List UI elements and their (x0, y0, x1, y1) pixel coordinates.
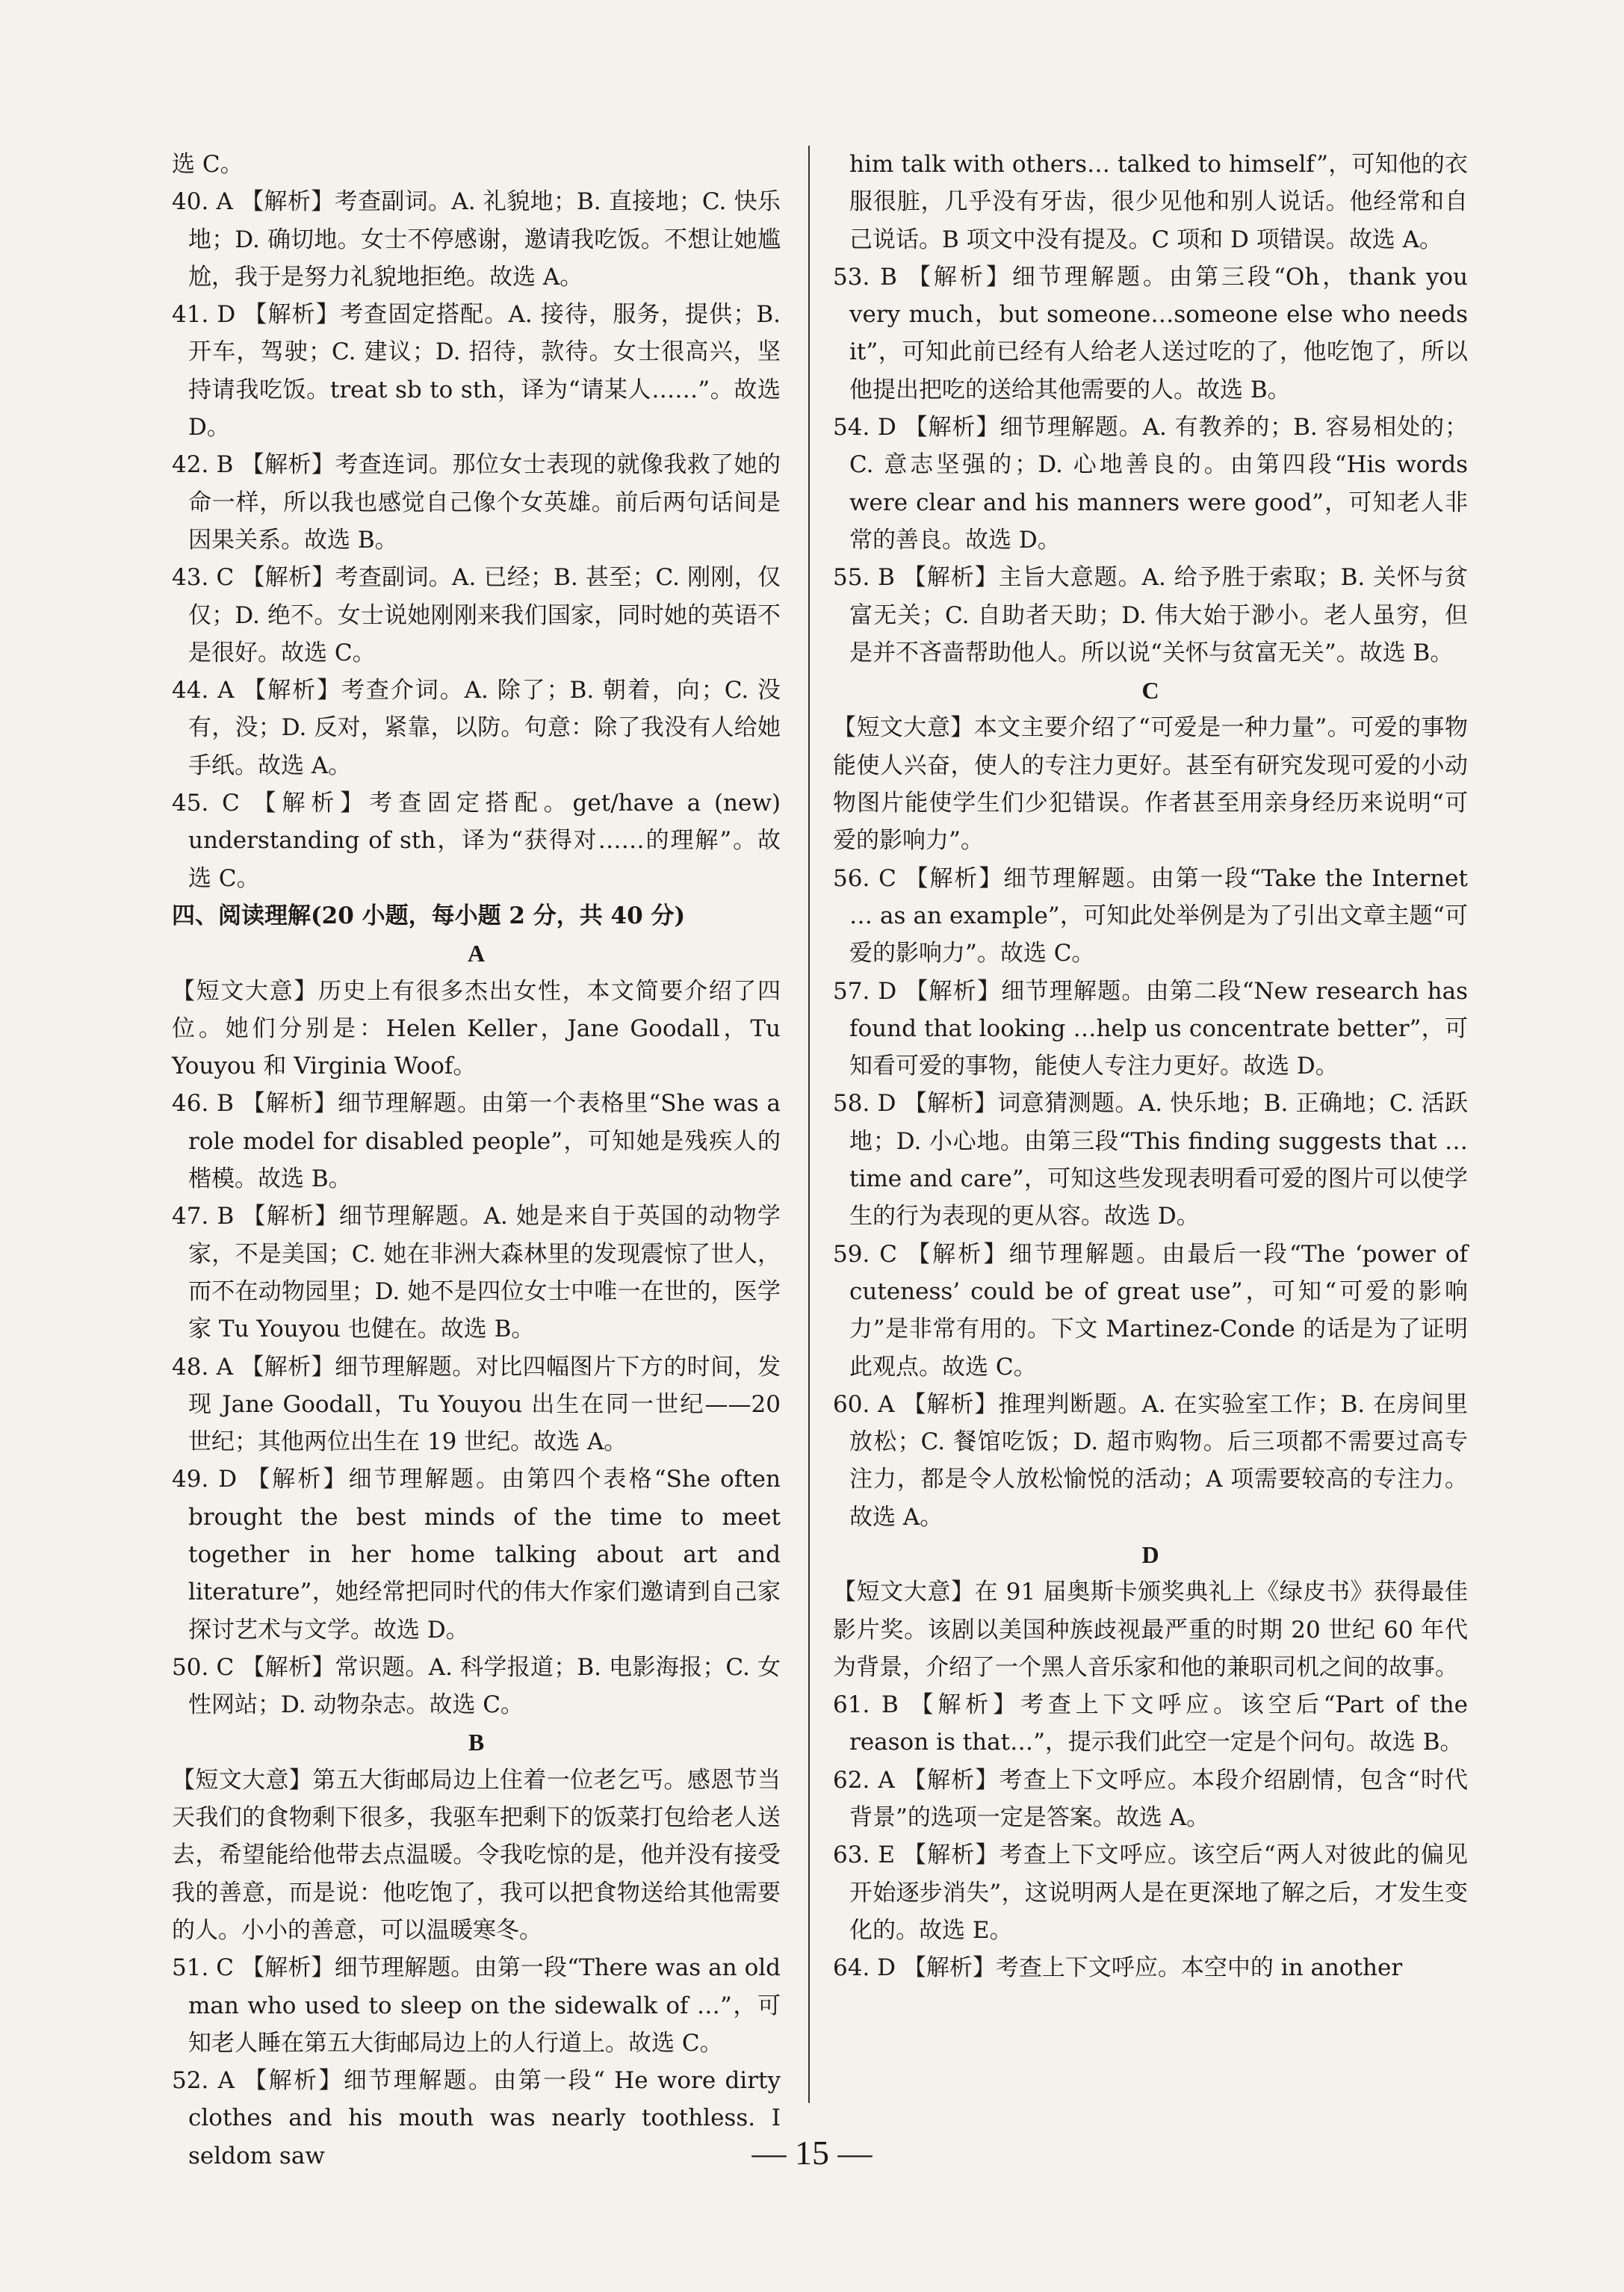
paragraph: 【短文大意】在 91 届奥斯卡颁奖典礼上《绿皮书》获得最佳影片奖。该剧以美国种族歧视最严重的时期 20 世纪 60 年代为背景，介绍了一个黑人音乐家和他的兼职司机之间的故事。 (833, 1579, 1468, 1681)
section-heading: 四、阅读理解(20 小题，每小题 2 分，共 40 分) (172, 902, 686, 929)
answer-item: 64. D 【解析】考查上下文呼应。本空中的 in another (833, 1954, 1403, 1982)
left-column (172, 146, 781, 2175)
answer-item: 40. A 【解析】考查副词。A. 礼貌地；B. 直接地；C. 快乐地；D. 确切地。女士不停感谢，邀请我吃饭。不想让她尴尬，我于是努力礼貌地拒绝。故选 A。 (172, 188, 781, 291)
passage-label: B (468, 1729, 485, 1756)
paragraph: 选 C。 (172, 151, 244, 178)
paragraph: 【短文大意】第五大街邮局边上住着一位老乞丐。感恩节当天我们的食物剩下很多，我驱车把剩下的饭菜打包给老人送去，希望能给他带去点温暖。令我吃惊的是，他并没有接受我的善意，而是说：他吃饱了，我可以把食物送给其他需要的人。小小的善意，可以温暖寒冬。 (172, 1766, 781, 1944)
paragraph: 【短文大意】历史上有很多杰出女性，本文简要介绍了四位。她们分别是：Helen Keller，Jane Goodall，Tu Youyou 和 Virginia Woof。 (172, 977, 781, 1080)
answer-item: 62. A 【解析】考查上下文呼应。本段介绍剧情，包含“时代背景”的选项一定是答案。故选 A。 (833, 1766, 1468, 1832)
answer-item: 49. D 【解析】细节理解题。由第四个表格“She often brought the best minds of the time to meet together in her home talking about art and literature”，她经常把同时代的伟大作家们邀请到自己家探讨艺术与文学。故选 D。 (172, 1466, 781, 1644)
paragraph: him talk with others… talked to himself”，可知他的衣服很脏，几乎没有牙齿，很少见他和别人说话。他经常和自己说话。B 项文中没有提及。C 项和 D 项错误。故选 A。 (849, 151, 1468, 253)
page-number: — 15 — (751, 2134, 873, 2172)
answer-item: 52. A 【解析】细节理解题。由第一段“ He wore dirty clothes and his mouth was nearly toothless. I seldom saw (172, 2067, 781, 2169)
answer-item: 59. C 【解析】细节理解题。由最后一段“The ‘power of cuteness’ could be of great use”，可知“可爱的影响力”是非常有用的。下文 Martinez-Conde 的话是为了证明此观点。故选 C。 (833, 1240, 1468, 1381)
answer-item: 63. E 【解析】考查上下文呼应。该空后“两人对彼此的偏见开始逐步消失”，这说明两人是在更深地了解之后，才发生变化的。故选 E。 (833, 1842, 1468, 1944)
answer-item: 60. A 【解析】推理判断题。A. 在实验室工作；B. 在房间里放松；C. 餐馆吃饭；D. 超市购物。后三项都不需要过高专注力，都是令人放松愉悦的活动；A 项需要较高的专注力。故选 A。 (833, 1390, 1468, 1531)
answer-item: 56. C 【解析】细节理解题。由第一段“Take the Internet … as an example”，可知此处举例是为了引出文章主题“可爱的影响力”。故选 C。 (833, 864, 1468, 967)
answer-item: 41. D 【解析】考查固定搭配。A. 接待，服务，提供；B. 开车，驾驶；C. 建议；D. 招待，款待。女士很高兴，坚持请我吃饭。treat sb to sth，译为“请某人……”。故选 D。 (172, 301, 781, 442)
passage-label: C (1141, 677, 1159, 704)
answer-item: 57. D 【解析】细节理解题。由第二段“New research has found that looking …help us concentrate better”，可知看可爱的事物，能使人专注力更好。故选 D。 (833, 977, 1468, 1080)
answer-item: 51. C 【解析】细节理解题。由第一段“There was an old man who used to sleep on the sidewalk of …”，可知老人睡在第五大街邮局边上的人行道上。故选 C。 (172, 1954, 781, 2057)
answer-item: 50. C 【解析】常识题。A. 科学报道；B. 电影海报；C. 女性网站；D. 动物杂志。故选 C。 (172, 1653, 781, 1719)
answer-item: 45. C 【解析】考查固定搭配。get/have a (new) understanding of sth，译为“获得对……的理解”。故选 C。 (172, 790, 781, 892)
column-divider (808, 146, 810, 2103)
answer-item: 42. B 【解析】考查连词。那位女士表现的就像我救了她的命一样，所以我也感觉自己像个女英雄。前后两句话间是因果关系。故选 B。 (172, 451, 781, 554)
answer-item: 55. B 【解析】主旨大意题。A. 给予胜于索取；B. 关怀与贫富无关；C. 自助者天助；D. 伟大始于渺小。老人虽穷，但是并不吝啬帮助他人。所以说“关怀与贫富无关”。故选 B。 (833, 564, 1468, 666)
right-column (833, 146, 1468, 1987)
answer-item: 47. B 【解析】细节理解题。A. 她是来自于英国的动物学家，不是美国；C. 她在非洲大森林里的发现震惊了世人，而不在动物园里；D. 她不是四位女士中唯一在世的，医学家 Tu Youyou 也健在。故选 B。 (172, 1203, 781, 1343)
paragraph: 【短文大意】本文主要介绍了“可爱是一种力量”。可爱的事物能使人兴奋，使人的专注力更好。甚至有研究发现可爱的小动物图片能使学生们少犯错误。作者甚至用亲身经历来说明“可爱的影响力”。 (833, 714, 1468, 855)
answer-item: 48. A 【解析】细节理解题。对比四幅图片下方的时间，发现 Jane Goodall，Tu Youyou 出生在同一世纪——20 世纪；其他两位出生在 19 世纪。故选 A。 (172, 1353, 781, 1456)
passage-label: A (467, 940, 486, 967)
answer-item: 58. D 【解析】词意猜测题。A. 快乐地；B. 正确地；C. 活跃地；D. 小心地。由第三段“This finding suggests that …time and care”，可知这些发现表明看可爱的图片可以使学生的行为表现的更从容。故选 D。 (833, 1090, 1468, 1230)
answer-item: 61. B 【解析】考查上下文呼应。该空后“Part of the reason is that…”，提示我们此空一定是个问句。故选 B。 (833, 1691, 1468, 1756)
answer-item: 54. D 【解析】细节理解题。A. 有教养的；B. 容易相处的；C. 意志坚强的；D. 心地善良的。由第四段“His words were clear and his manners were good”，可知老人非常的善良。故选 D。 (833, 414, 1468, 554)
answer-item: 53. B 【解析】细节理解题。由第三段“Oh，thank you very much，but someone…someone else who needs it”，可知此前已经有人给老人送过吃的了，他吃饱了，所以他提出把吃的送给其他需要的人。故选 B。 (833, 263, 1468, 403)
answer-item: 44. A 【解析】考查介词。A. 除了；B. 朝着，向；C. 没有，没；D. 反对，紧靠，以防。句意：除了我没有人给她手纸。故选 A。 (172, 677, 781, 779)
answer-item: 43. C 【解析】考查副词。A. 已经；B. 甚至；C. 刚刚，仅仅；D. 绝不。女士说她刚刚来我们国家，同时她的英语不是很好。故选 C。 (172, 564, 781, 666)
passage-label: D (1141, 1540, 1159, 1568)
answer-item: 46. B 【解析】细节理解题。由第一个表格里“She was a role model for disabled people”，可知她是残疾人的楷模。故选 B。 (172, 1090, 781, 1193)
